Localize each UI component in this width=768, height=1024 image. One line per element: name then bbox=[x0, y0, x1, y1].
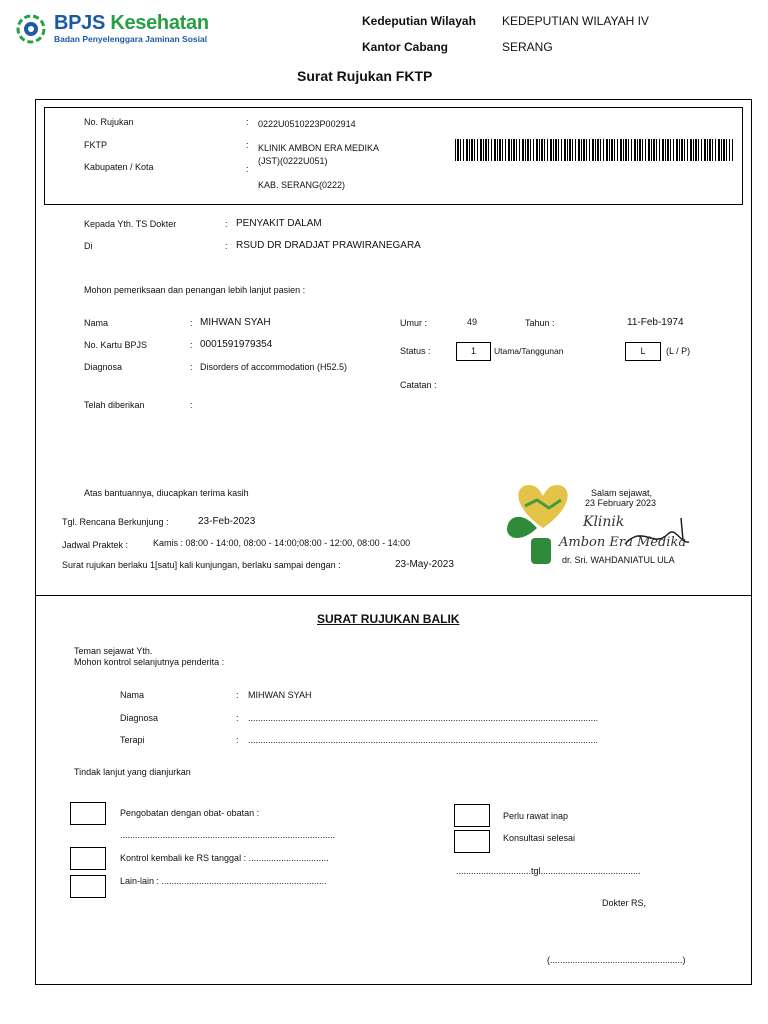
balik-title: SURAT RUJUKAN BALIK bbox=[317, 612, 460, 626]
colon: : bbox=[236, 713, 239, 723]
tahun-label: Tahun : bbox=[525, 318, 555, 328]
no-rujukan-label: No. Rujukan bbox=[84, 117, 134, 127]
kepada-value: PENYAKIT DALAM bbox=[236, 218, 322, 229]
di-value: RSUD DR DRADJAT PRAWIRANEGARA bbox=[236, 240, 421, 251]
colon: : bbox=[190, 400, 193, 410]
signature-icon bbox=[623, 514, 693, 554]
jadwal-value: Kamis : 08:00 - 14:00, 08:00 - 14:00;08:00 - 12:00, 08:00 - 14:00 bbox=[153, 538, 411, 548]
diberikan-label: Telah diberikan bbox=[84, 400, 145, 410]
deputi-value: KEDEPUTIAN WILAYAH IV bbox=[502, 14, 649, 28]
fktp-label: FKTP bbox=[84, 140, 108, 150]
konsultasi-checkbox[interactable] bbox=[454, 830, 490, 853]
balik-nama-value: MIHWAN SYAH bbox=[248, 690, 312, 700]
opt-lain-label: Lain-lain : .................................................................. bbox=[120, 876, 327, 886]
nama-value: MIHWAN SYAH bbox=[200, 317, 271, 328]
kantor-value: SERANG bbox=[502, 40, 553, 54]
colon: : bbox=[225, 219, 228, 229]
bpjs-emblem-icon bbox=[16, 14, 46, 44]
berlaku-value: 23-May-2023 bbox=[395, 559, 454, 570]
logo-brand-main: BPJS bbox=[54, 12, 106, 34]
request-text: Mohon pemeriksaan dan penangan lebih lanjut pasien : bbox=[84, 285, 306, 295]
fktp-value-line2: (JST)(0222U051) bbox=[258, 156, 328, 166]
logo-tagline: Badan Penyelenggara Jaminan Sosial bbox=[54, 34, 208, 44]
jadwal-label: Jadwal Praktek : bbox=[62, 540, 129, 550]
signature-line: (.....................................................) bbox=[547, 955, 686, 965]
logo-brand-accent: Kesehatan bbox=[110, 12, 209, 34]
balik-terapi-label: Terapi bbox=[120, 735, 145, 745]
catatan-label: Catatan : bbox=[400, 380, 437, 390]
colon: : bbox=[246, 164, 249, 174]
balik-diagnosa-label: Diagnosa bbox=[120, 713, 159, 723]
diagnosa-label: Diagnosa bbox=[84, 362, 123, 372]
umur-label: Umur : bbox=[400, 318, 427, 328]
umur-value: 49 bbox=[467, 317, 478, 327]
thanks-text: Atas bantuannya, diucapkan terima kasih bbox=[84, 488, 249, 498]
balik-terapi-dots: ............................................................................................................................................ bbox=[248, 735, 599, 745]
status-label: Status : bbox=[400, 346, 431, 356]
di-label: Di bbox=[84, 241, 93, 251]
lain-checkbox[interactable] bbox=[70, 875, 106, 898]
rencana-value: 23-Feb-2023 bbox=[198, 516, 256, 527]
opt-kontrol-label: Kontrol kembali ke RS tanggal : ................................ bbox=[120, 853, 329, 863]
section-divider bbox=[35, 595, 751, 596]
kepada-label: Kepada Yth. TS Dokter bbox=[84, 219, 177, 229]
closing-date: 23 February 2023 bbox=[585, 498, 657, 508]
rencana-label: Tgl. Rencana Berkunjung : bbox=[62, 517, 169, 527]
colon: : bbox=[246, 140, 249, 150]
opt-konsul-label: Konsultasi selesai bbox=[503, 833, 576, 843]
colon: : bbox=[190, 362, 193, 372]
logo-wordmark bbox=[54, 12, 209, 35]
obat-checkbox[interactable] bbox=[70, 802, 106, 825]
balik-nama-label: Nama bbox=[120, 690, 145, 700]
tahun-value: 11-Feb-1974 bbox=[627, 317, 684, 328]
stamp-line1: Klinik bbox=[583, 514, 625, 530]
kab-label: Kabupaten / Kota bbox=[84, 162, 154, 172]
doctor-name: dr. Sri. WAHDANIATUL ULA bbox=[562, 555, 675, 565]
colon: : bbox=[190, 340, 193, 350]
kab-value: KAB. SERANG(0222) bbox=[258, 180, 346, 190]
status-desc: Utama/Tanggunan bbox=[494, 346, 564, 356]
bpjs-logo bbox=[16, 12, 209, 46]
nama-label: Nama bbox=[84, 318, 109, 328]
kartu-label: No. Kartu BPJS bbox=[84, 340, 148, 350]
rawat-inap-checkbox[interactable] bbox=[454, 804, 490, 827]
berlaku-label: Surat rujukan berlaku 1[satu] kali kunjungan, berlaku sampai dengan : bbox=[62, 560, 341, 570]
balik-greeting1: Teman sejawat Yth. bbox=[74, 646, 153, 656]
stamp-line2: Ambon Era Medika bbox=[559, 535, 687, 550]
colon: : bbox=[246, 117, 249, 127]
no-rujukan-value: 0222U0510223P002914 bbox=[258, 119, 356, 129]
diagnosa-value: Disorders of accommodation (H52.5) bbox=[200, 362, 348, 372]
kartu-value: 0001591979354 bbox=[200, 339, 273, 350]
dokter-rs-label: Dokter RS, bbox=[602, 898, 647, 908]
page-title: Surat Rujukan FKTP bbox=[297, 68, 433, 84]
opt-rawat-label: Perlu rawat inap bbox=[503, 811, 569, 821]
balik-greeting2: Mohon kontrol selanjutnya penderita : bbox=[74, 657, 225, 667]
opt-obat-label: Pengobatan dengan obat- obatan : bbox=[120, 808, 260, 818]
tgl-line: ..............................tgl........................................ bbox=[456, 866, 641, 876]
colon: : bbox=[225, 241, 228, 251]
obat-dots: ...................................................................................... bbox=[120, 830, 336, 840]
salam-text: Salam sejawat, bbox=[591, 488, 653, 498]
fktp-value-line1: KLINIK AMBON ERA MEDIKA bbox=[258, 143, 380, 153]
tindak-label: Tindak lanjut yang dianjurkan bbox=[74, 767, 191, 777]
status-value-box: 1 bbox=[456, 342, 491, 361]
colon: : bbox=[236, 690, 239, 700]
colon: : bbox=[236, 735, 239, 745]
referral-barcode bbox=[455, 139, 733, 161]
kantor-label: Kantor Cabang bbox=[362, 40, 449, 54]
gender-value-box: L bbox=[625, 342, 661, 361]
kontrol-checkbox[interactable] bbox=[70, 847, 106, 870]
gender-desc: (L / P) bbox=[666, 346, 691, 356]
colon: : bbox=[190, 318, 193, 328]
balik-diagnosa-dots: ............................................................................................................................................ bbox=[248, 713, 599, 723]
deputi-label: Kedeputian Wilayah bbox=[362, 14, 476, 28]
